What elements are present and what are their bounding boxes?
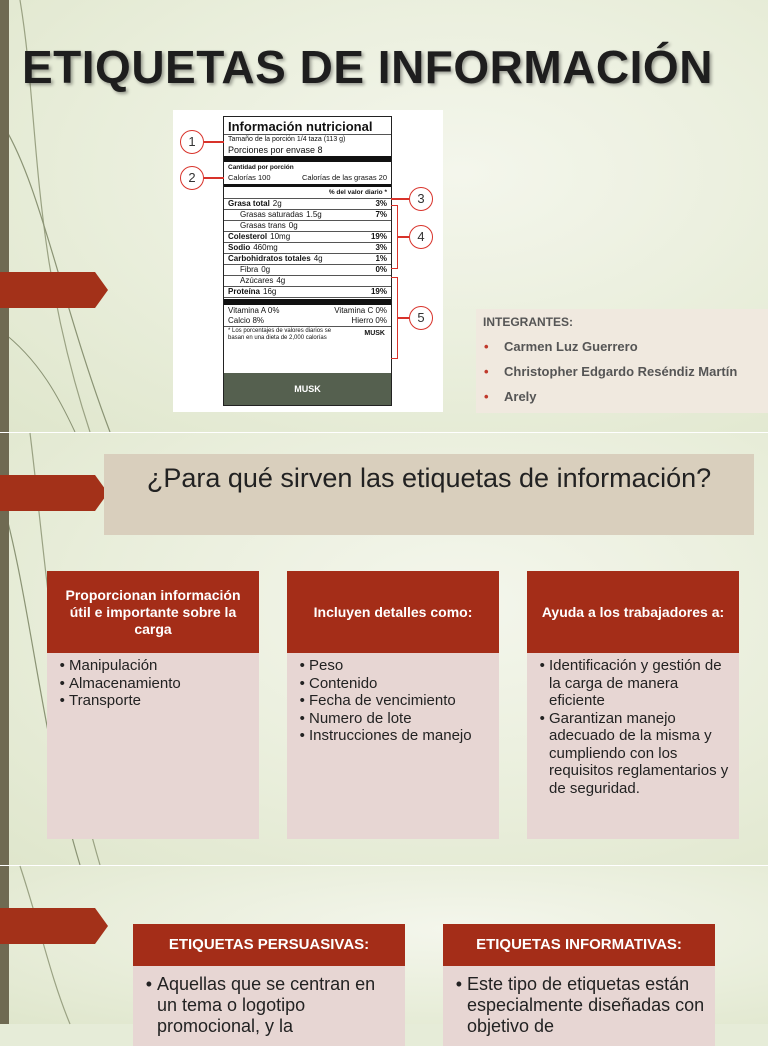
vitamin-c: Vitamina C 0% [334,306,387,315]
nutrient-label: Grasas saturadas [240,210,304,219]
badge-3-line [391,198,409,200]
serving-size: Tamaño de la porción 1/4 taza (113 g) [228,136,346,143]
slide-1 [0,0,768,432]
nutrient-row [224,210,391,220]
vitamin-a: Vitamina A 0% [228,306,280,315]
list-item: • Almacenamiento [69,675,253,693]
nutrient-label: Proteína [228,287,261,296]
servings: Porciones por envase 8 [228,145,323,155]
nutrient-row [224,243,391,253]
card-list [535,657,733,797]
nutrient-value: 2g [272,199,282,208]
badge-2-line [204,177,224,179]
nutrient-label: Grasa total [228,199,270,208]
nutrient-value: 1.5g [306,210,322,219]
nutrient-label: Sodio [228,243,251,252]
card-informativas [443,924,715,1046]
card-list [143,974,397,1037]
nutrient-value: 4g [313,254,323,263]
decorative-lines [0,866,140,1024]
page-title: ETIQUETAS DE INFORMACIÓN [22,41,713,93]
nutrition-label-image [173,110,443,412]
nutrient-label: Grasas trans [240,221,286,230]
card-ayuda [527,571,739,839]
card-incluyen [287,571,499,839]
arrow-marker [0,475,108,511]
daily-value-header [224,188,391,198]
nutrient-label: Colesterol [228,232,268,241]
card-body [47,653,259,839]
nutrient-row [224,221,391,231]
card-list [55,657,253,710]
nutrient-row [224,265,391,275]
brand-footer [224,373,391,405]
card-persuasivas [133,924,405,1046]
card-body [443,966,715,1046]
badge-2: 2 [180,166,204,190]
nutrient-row [224,276,391,286]
nutrient-value: 0g [261,265,271,274]
badge-1-line [204,141,224,143]
nutrient-percent: 3% [375,199,387,208]
badge-4: 4 [409,225,433,249]
list-item: • Instrucciones de manejo [309,727,493,745]
card-header: Ayuda a los trabajadores a: [527,571,739,653]
badge-5: 5 [409,306,433,330]
nutrition-label [223,116,392,406]
nutrient-row [224,254,391,264]
nutrient-label: Carbohidratos totales [228,254,311,263]
footnote-row [224,327,391,343]
team-box [476,309,768,413]
card-body [287,653,499,839]
nutrient-label: Fibra [240,265,259,274]
footnote: * Los porcentajes de valores diarios se basan en una dieta de 2,000 calorías [228,328,332,341]
list-item: • Garantizan manejo adecuado de la misma y cumpliendo con los requisitos reglamentarios y de seguridad. [549,710,733,798]
arrow-marker [0,272,108,308]
card-body [133,966,405,1046]
badge-4-line [398,236,409,238]
badge-3: 3 [409,187,433,211]
nutrient-rows [224,199,391,298]
nutrient-value: 16g [263,287,277,296]
nutrient-row [224,199,391,209]
bracket-5 [391,277,398,359]
nutrient-value: 4g [276,276,286,285]
nutrient-percent: 19% [370,287,387,296]
badge-1: 1 [180,130,204,154]
card-header: ETIQUETAS PERSUASIVAS: [133,924,405,966]
question-box [104,454,754,535]
brand-logo: MUSK [294,384,321,394]
list-item: • Peso [309,657,493,675]
card-body [527,653,739,839]
card-proporcionan [47,571,259,839]
list-item: • Fecha de vencimiento [309,692,493,710]
brand-small: MUSK [364,330,385,337]
list-item: • Este tipo de etiquetas están especialmente diseñadas con objetivo de [467,974,707,1037]
nutrition-heading: Información nutricional [228,119,373,134]
nutrient-percent: 19% [370,232,387,241]
iron: Hierro 0% [351,316,387,325]
list-item: • Manipulación [69,657,253,675]
left-bar [0,866,9,1024]
left-bar [0,0,9,432]
card-list [295,657,493,745]
row-divider [224,297,391,298]
nutrient-value: 10mg [270,232,291,241]
slide-2 [0,433,768,865]
question-text: ¿Para qué sirven las etiquetas de información? [146,463,712,493]
amount-per-serving: Cantidad por porción [228,164,294,171]
calories: Calorías 100 [228,173,271,182]
list-item: • Identificación y gestión de la carga de manera eficiente [549,657,733,710]
badge-5-line [398,317,409,319]
mineral-row [224,316,391,326]
arrow-marker [0,908,108,944]
nutrient-percent: 7% [375,210,387,219]
calcium: Calcio 8% [228,316,265,325]
calories-row [224,173,391,183]
vitamin-row [224,306,391,316]
calories-fat: Calorías de las grasas 20 [301,173,387,182]
team-member: • Arely [484,389,737,414]
card-header: Incluyen detalles como: [287,571,499,653]
nutrient-percent: 0% [375,265,387,274]
nutrient-label: Azúcares [240,276,274,285]
daily-value-label: % del valor diario * [328,189,387,196]
list-item: • Numero de lote [309,710,493,728]
team-header: INTEGRANTES: [483,315,573,329]
nutrient-row [224,287,391,297]
nutrient-percent: 1% [375,254,387,263]
nutrient-value: 460mg [253,243,278,252]
team-member: • Christopher Edgardo Reséndiz Martín [484,364,737,389]
nutrient-percent: 3% [375,243,387,252]
slide-3 [0,866,768,1036]
card-header: ETIQUETAS INFORMATIVAS: [443,924,715,966]
team-member: • Carmen Luz Guerrero [484,339,737,364]
card-header: Proporcionan información útil e importante sobre la carga [47,571,259,653]
list-item: • Aquellas que se centran en un tema o logotipo promocional, y la [157,974,397,1037]
list-item: • Transporte [69,692,253,710]
nutrient-row [224,232,391,242]
list-item: • Contenido [309,675,493,693]
card-list [453,974,707,1037]
team-list [484,339,737,414]
bracket-4 [391,205,398,269]
nutrient-value: 0g [288,221,298,230]
